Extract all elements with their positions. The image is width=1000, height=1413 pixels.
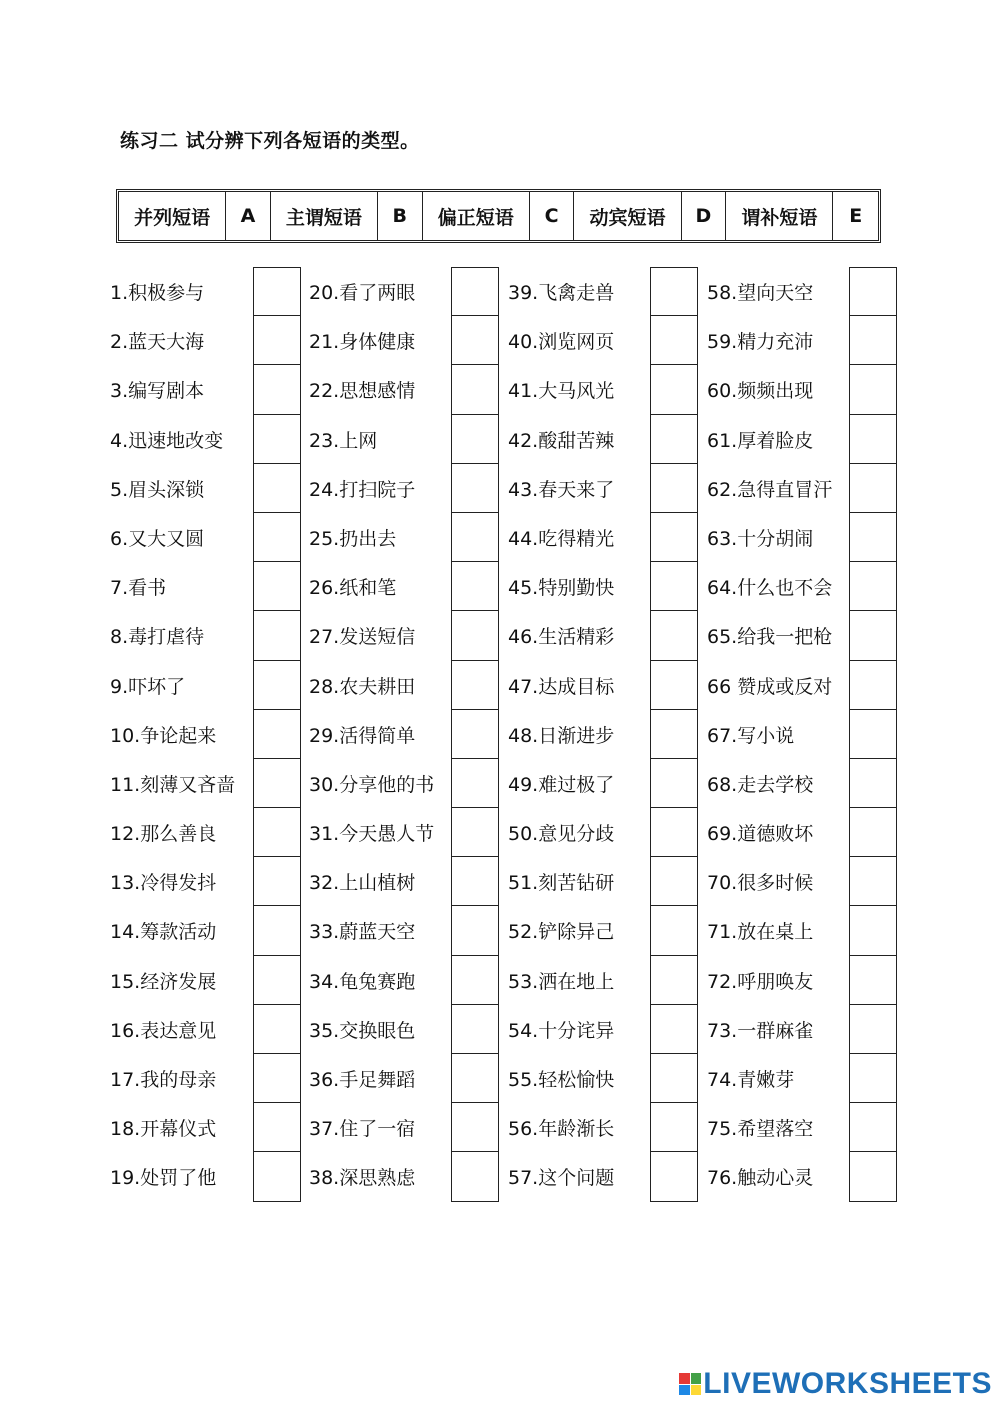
answer-box[interactable] — [650, 710, 698, 759]
phrase-label: 57.这个问题 — [508, 1167, 615, 1190]
legend-name-a: 并列短语 — [119, 192, 226, 240]
answer-box[interactable] — [849, 415, 897, 464]
phrase-label: 9.吓坏了 — [110, 675, 186, 698]
answer-box[interactable] — [849, 808, 897, 857]
answer-box[interactable] — [451, 464, 499, 513]
answer-box[interactable] — [451, 661, 499, 710]
answer-box[interactable] — [451, 956, 499, 1005]
answer-box[interactable] — [650, 464, 698, 513]
answer-box[interactable] — [650, 316, 698, 365]
phrase-label: 17.我的母亲 — [110, 1069, 217, 1091]
answer-box[interactable] — [451, 857, 499, 906]
phrase-label: 30.分享他的书 — [309, 773, 435, 796]
phrase-label: 14.筹款活动 — [110, 921, 217, 944]
page-title: 练习二 试分辨下列各短语的类型。 — [120, 130, 420, 152]
answer-box[interactable] — [650, 661, 698, 710]
phrase-label: 66 赞成或反对 — [707, 675, 833, 698]
phrase-label: 36.手足舞蹈 — [309, 1069, 416, 1091]
answer-box[interactable] — [253, 808, 301, 857]
answer-box[interactable] — [451, 415, 499, 464]
legend-letter-a: A — [226, 192, 271, 240]
phrase-label: 45.特别勤快 — [508, 577, 615, 600]
answer-box[interactable] — [849, 562, 897, 611]
answer-box[interactable] — [451, 365, 499, 414]
answer-box[interactable] — [451, 1005, 499, 1054]
answer-box[interactable] — [650, 415, 698, 464]
answer-box[interactable] — [451, 710, 499, 759]
phrase-label: 1.积极参与 — [110, 282, 205, 304]
phrase-label: 23.上网 — [309, 429, 378, 452]
answer-box[interactable] — [650, 1152, 698, 1201]
phrase-label: 64.什么也不会 — [707, 577, 833, 600]
answer-box[interactable] — [849, 611, 897, 660]
answer-box[interactable] — [253, 415, 301, 464]
answer-box[interactable] — [253, 906, 301, 955]
phrase-label: 76.触动心灵 — [707, 1167, 814, 1190]
answer-box[interactable] — [650, 611, 698, 660]
phrase-label: 21.身体健康 — [309, 331, 416, 354]
phrase-label: 61.厚着脸皮 — [707, 429, 814, 452]
answer-box[interactable] — [253, 464, 301, 513]
phrase-label: 48.日渐进步 — [508, 724, 615, 747]
phrase-label: 68.走去学校 — [707, 773, 814, 796]
legend-letter-b: B — [378, 192, 423, 240]
answer-box[interactable] — [451, 316, 499, 365]
phrase-label: 39.飞禽走兽 — [508, 282, 615, 304]
answer-box[interactable] — [253, 513, 301, 562]
phrase-label: 25.扔出去 — [309, 527, 397, 550]
phrase-label: 73.一群麻雀 — [707, 1019, 814, 1042]
phrase-label: 43.春天来了 — [508, 478, 615, 501]
phrase-label: 34.龟兔赛跑 — [309, 970, 416, 993]
phrase-label: 28.农夫耕田 — [309, 675, 416, 698]
phrase-label: 3.编写剧本 — [110, 380, 205, 403]
phrase-label: 62.急得直冒汗 — [707, 478, 833, 501]
legend-name-e: 谓补短语 — [726, 192, 833, 240]
answer-box[interactable] — [849, 1103, 897, 1152]
answer-box[interactable] — [650, 956, 698, 1005]
phrase-label: 54.十分诧异 — [508, 1019, 615, 1042]
answer-box[interactable] — [849, 513, 897, 562]
answer-box[interactable] — [650, 267, 698, 316]
answer-box[interactable] — [451, 1103, 499, 1152]
phrase-label: 27.发送短信 — [309, 626, 416, 649]
answer-box[interactable] — [849, 316, 897, 365]
answer-box[interactable] — [849, 710, 897, 759]
answer-box[interactable] — [253, 611, 301, 660]
answer-box[interactable] — [451, 513, 499, 562]
answer-box[interactable] — [650, 1103, 698, 1152]
phrase-label: 63.十分胡闹 — [707, 527, 814, 550]
phrase-label: 42.酸甜苦辣 — [508, 429, 615, 452]
answer-box[interactable] — [849, 267, 897, 316]
answer-box[interactable] — [650, 1005, 698, 1054]
liveworksheets-logo-icon — [679, 1373, 701, 1395]
phrase-label: 5.眉头深锁 — [110, 478, 205, 501]
answer-box[interactable] — [253, 316, 301, 365]
phrase-label: 49.难过极了 — [508, 773, 615, 796]
phrase-label: 16.表达意见 — [110, 1019, 217, 1042]
phrase-label: 35.交换眼色 — [309, 1019, 416, 1042]
phrase-label: 19.处罚了他 — [110, 1167, 217, 1190]
phrase-type-legend — [116, 189, 881, 243]
phrase-label: 46.生活精彩 — [508, 626, 615, 649]
liveworksheets-footer — [679, 1367, 992, 1401]
phrase-label: 75.希望落空 — [707, 1118, 814, 1141]
phrase-label: 65.给我一把枪 — [707, 626, 833, 649]
phrase-label: 71.放在桌上 — [707, 921, 814, 944]
phrase-label: 6.又大又圆 — [110, 527, 205, 550]
answer-box[interactable] — [849, 759, 897, 808]
legend-name-b: 主谓短语 — [271, 192, 378, 240]
answer-box[interactable] — [253, 1152, 301, 1201]
answer-box[interactable] — [253, 956, 301, 1005]
phrase-label: 60.频频出现 — [707, 380, 814, 403]
phrase-label: 10.争论起来 — [110, 724, 217, 747]
answer-box[interactable] — [849, 1152, 897, 1201]
answer-box[interactable] — [253, 661, 301, 710]
answer-box[interactable] — [451, 759, 499, 808]
phrase-label: 20.看了两眼 — [309, 282, 416, 304]
phrase-label: 56.年龄渐长 — [508, 1118, 615, 1141]
phrase-label: 18.开幕仪式 — [110, 1118, 217, 1141]
phrase-label: 29.活得简单 — [309, 724, 416, 747]
answer-box[interactable] — [849, 464, 897, 513]
phrase-label: 40.浏览网页 — [508, 331, 615, 354]
phrase-label: 2.蓝天大海 — [110, 331, 205, 354]
legend-letter-e: E — [849, 205, 863, 227]
phrase-label: 55.轻松愉快 — [508, 1069, 615, 1091]
answer-box[interactable] — [849, 661, 897, 710]
phrase-label: 38.深思熟虑 — [309, 1167, 416, 1190]
answer-box[interactable] — [451, 1054, 499, 1103]
answer-box[interactable] — [451, 1152, 499, 1201]
answer-box[interactable] — [253, 562, 301, 611]
phrase-label: 50.意见分歧 — [508, 823, 615, 846]
answer-box[interactable] — [849, 1054, 897, 1103]
answer-box[interactable] — [650, 562, 698, 611]
answer-box[interactable] — [253, 1103, 301, 1152]
answer-box[interactable] — [650, 906, 698, 955]
answer-box[interactable] — [650, 1054, 698, 1103]
phrase-label: 4.迅速地改变 — [110, 429, 224, 452]
phrase-label: 52.铲除异己 — [508, 921, 615, 944]
legend-name-c: 偏正短语 — [423, 192, 530, 240]
answer-box[interactable] — [253, 1005, 301, 1054]
phrase-label: 15.经济发展 — [110, 970, 217, 993]
phrase-label: 7.看书 — [110, 577, 167, 600]
phrase-label: 51.刻苦钻研 — [508, 872, 615, 895]
phrase-label: 22.思想感情 — [309, 380, 416, 403]
answer-box[interactable] — [451, 562, 499, 611]
answer-box[interactable] — [650, 808, 698, 857]
answer-box[interactable] — [849, 1005, 897, 1054]
legend-letter-d: D — [682, 192, 727, 240]
phrase-label: 53.洒在地上 — [508, 970, 615, 993]
answer-box[interactable] — [253, 710, 301, 759]
answer-box[interactable] — [650, 857, 698, 906]
answer-box[interactable] — [253, 857, 301, 906]
answer-box[interactable] — [849, 956, 897, 1005]
answer-box[interactable] — [451, 808, 499, 857]
answer-box[interactable] — [451, 611, 499, 660]
phrase-label: 11.刻薄又吝啬 — [110, 773, 236, 796]
answer-box[interactable] — [849, 365, 897, 414]
answer-box[interactable] — [849, 906, 897, 955]
phrase-label: 74.青嫩芽 — [707, 1069, 795, 1091]
liveworksheets-brand: LIVEWORKSHEETS — [703, 1367, 992, 1400]
legend-name-d: 动宾短语 — [574, 192, 681, 240]
answer-box[interactable] — [849, 857, 897, 906]
answer-box[interactable] — [253, 1054, 301, 1103]
phrase-label: 41.大马风光 — [508, 380, 615, 403]
phrase-label: 70.很多时候 — [707, 872, 814, 895]
phrase-label: 24.打扫院子 — [309, 478, 416, 501]
answer-box[interactable] — [650, 759, 698, 808]
phrase-label: 69.道德败坏 — [707, 823, 814, 846]
answer-box[interactable] — [451, 906, 499, 955]
answer-box[interactable] — [650, 513, 698, 562]
legend-letter-c: C — [530, 192, 575, 240]
phrase-label: 59.精力充沛 — [707, 331, 814, 354]
phrase-label: 32.上山植树 — [309, 872, 416, 895]
answer-box[interactable] — [451, 267, 499, 316]
phrase-label: 58.望向天空 — [707, 282, 814, 304]
answer-box[interactable] — [650, 365, 698, 414]
answer-box[interactable] — [253, 365, 301, 414]
phrase-label: 12.那么善良 — [110, 823, 217, 846]
phrase-label: 26.纸和笔 — [309, 577, 397, 600]
phrase-label: 67.写小说 — [707, 724, 795, 747]
phrase-label: 37.住了一宿 — [309, 1118, 416, 1141]
phrase-label: 44.吃得精光 — [508, 527, 615, 550]
answer-box[interactable] — [253, 267, 301, 316]
phrase-label: 33.蔚蓝天空 — [309, 921, 416, 944]
answer-box[interactable] — [253, 759, 301, 808]
phrase-label: 47.达成目标 — [508, 675, 615, 698]
phrase-label: 8.毒打虐待 — [110, 626, 205, 649]
phrase-label: 31.今天愚人节 — [309, 823, 435, 846]
phrase-label: 72.呼朋唤友 — [707, 970, 814, 993]
phrase-label: 13.冷得发抖 — [110, 872, 217, 895]
